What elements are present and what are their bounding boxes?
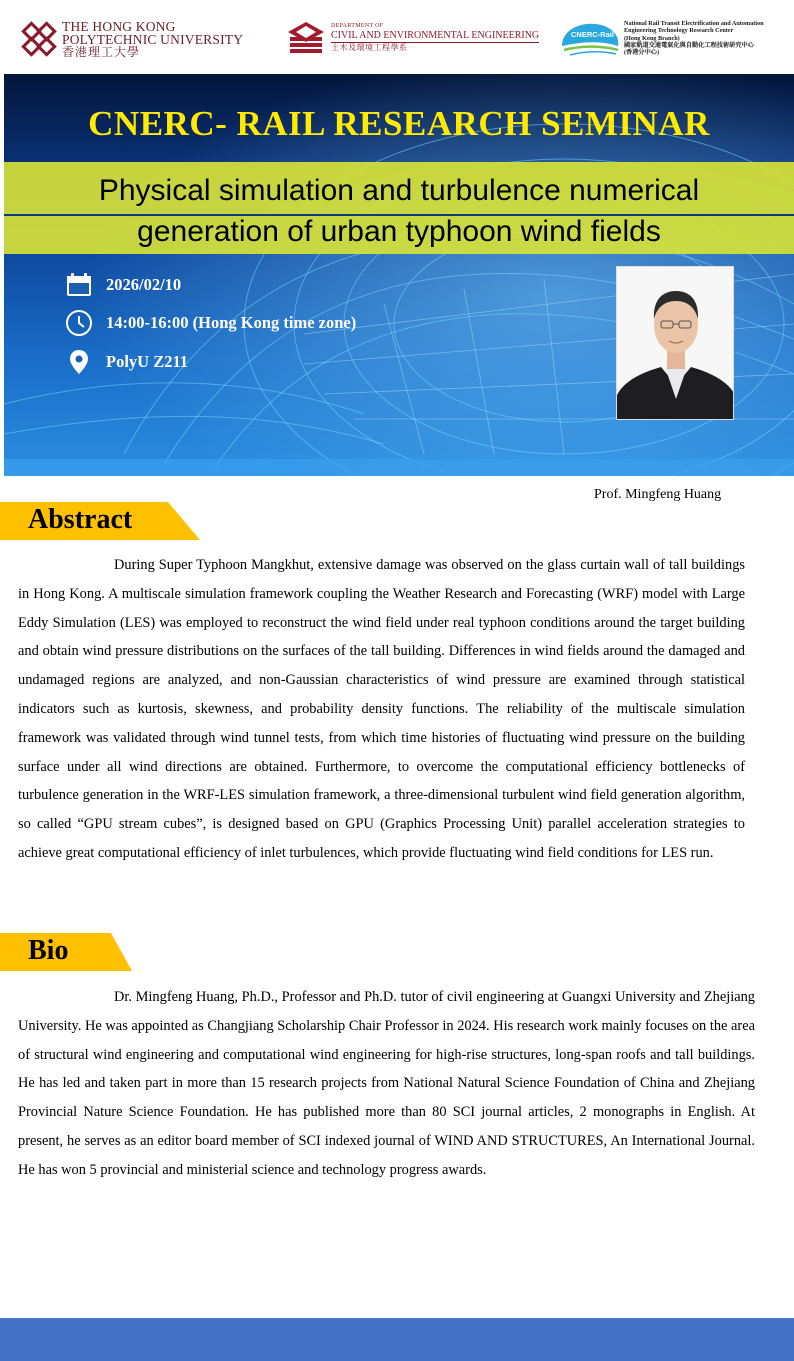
polyu-name-line1: THE HONG KONG — [62, 18, 176, 34]
seminar-date: 2026/02/10 — [106, 275, 182, 294]
cee-dept-chinese: 土木及環境工程學系 — [331, 43, 408, 52]
calendar-icon — [64, 270, 94, 300]
cnerc-logo — [560, 20, 794, 60]
seminar-time: 14:00-16:00 (Hong Kong time zone) — [106, 313, 357, 332]
clock-icon — [64, 308, 94, 338]
abstract-text: During Super Typhoon Mangkhut, extensive damage was observed on the glass curtain wall of tall buildings in Hong Kong. A multiscale simulation framework coupling the Weather Research and Forecasting (WRF) model with Large Eddy Simulation (LES) was employed to reconstruct the wind field under real typhoon conditions around the target building and obtain wind pressure distributions on the surfaces of the tall building. Differences in wind fields around the damaged and undamaged regions are analyzed, and non-Gaussian characteristics of wind pressure are examined through statistical indicators such as kurtosis, skewness, and probability density functions. The reliability of the multiscale simulation framework was validated through wind tunnel tests, from which time histories of fluctuating wind pressure on the building surface under all wind directions are obtained. Furthermore, to overcome the computational efficiency bottlenecks of turbulence generation in the WRF-LES simulation framework, a three-dimensional turbulent wind field generation algorithm, so called “GPU stream cubes”, is designed based on GPU (Graphics Processing Unit) parallel acceleration strategies to achieve great computational efficiency of inlet turbulences, which provide fluctuating wind field conditions for LES run. — [18, 557, 745, 861]
bio-heading-label: Bio — [28, 935, 69, 966]
bio-heading — [0, 933, 132, 971]
polyu-name-line2: POLYTECHNIC UNIVERSITY — [62, 31, 244, 47]
cee-dept-name: CIVIL AND ENVIRONMENTAL ENGINEERING — [331, 30, 540, 41]
cee-emblem-icon — [286, 20, 326, 56]
talk-title — [4, 170, 794, 252]
speaker-name: Prof. Mingfeng Huang — [594, 487, 722, 502]
abstract-heading — [0, 502, 200, 540]
footer-bar — [0, 1318, 794, 1361]
seminar-banner — [4, 74, 794, 476]
cnerc-rail-emblem-icon — [560, 20, 622, 60]
header-logos — [0, 0, 794, 74]
polyu-name-chinese: 香港理工大學 — [62, 44, 141, 59]
polyu-emblem-icon — [20, 20, 58, 58]
talk-title-line1: Physical simulation and turbulence numerical — [98, 174, 700, 207]
cnerc-line5: (香港分中心) — [624, 49, 660, 57]
abstract-heading-label: Abstract — [28, 504, 133, 535]
speaker-photo — [616, 266, 734, 420]
cnerc-line4: 國家軌道交通電氣化與自動化工程技術研究中心 — [624, 41, 754, 49]
time-row — [64, 308, 356, 338]
seminar-title: CNERC- RAIL RESEARCH SEMINAR — [88, 104, 710, 143]
cnerc-logo-text: CNERC-Rail — [571, 30, 614, 39]
date-row — [64, 270, 181, 300]
bio-text: Dr. Mingfeng Huang, Ph.D., Professor and Ph.D. tutor of civil engineering at Guangxi University and Zhejiang University. He was appointed as Changjiang Scholarship Chair Professor in 2024. His research work mainly focuses on the area of structural wind engineering and computational wind engineering for high-rise structures, long-span roofs and tall buildings. He has led and taken part in more than 15 research projects from National Natural Science Foundation of China and Zhejiang Provincial Nature Science Foundation. He has published more than 80 SCI journal articles, 2 monographs in English. At present, he serves as an editor board member of SCI indexed journal of WIND AND STRUCTURES, An International Journal. He has won 5 provincial and ministerial science and technology progress awards. — [18, 989, 755, 1178]
location-pin-icon — [64, 347, 94, 377]
cee-logo — [286, 20, 539, 56]
cee-dept-of: DEPARTMENT OF — [331, 23, 384, 29]
polyu-logo — [20, 18, 243, 60]
cnerc-line2: Engineering Technology Research Center — [624, 27, 734, 35]
cnerc-line1: National Rail Transit Electrification and Automation — [624, 20, 764, 27]
venue-row — [64, 347, 188, 377]
talk-title-line2: generation of urban typhoon wind fields — [137, 215, 661, 248]
seminar-venue: PolyU Z211 — [106, 352, 189, 371]
cnerc-line3: (Hong Kong Branch) — [624, 34, 680, 42]
